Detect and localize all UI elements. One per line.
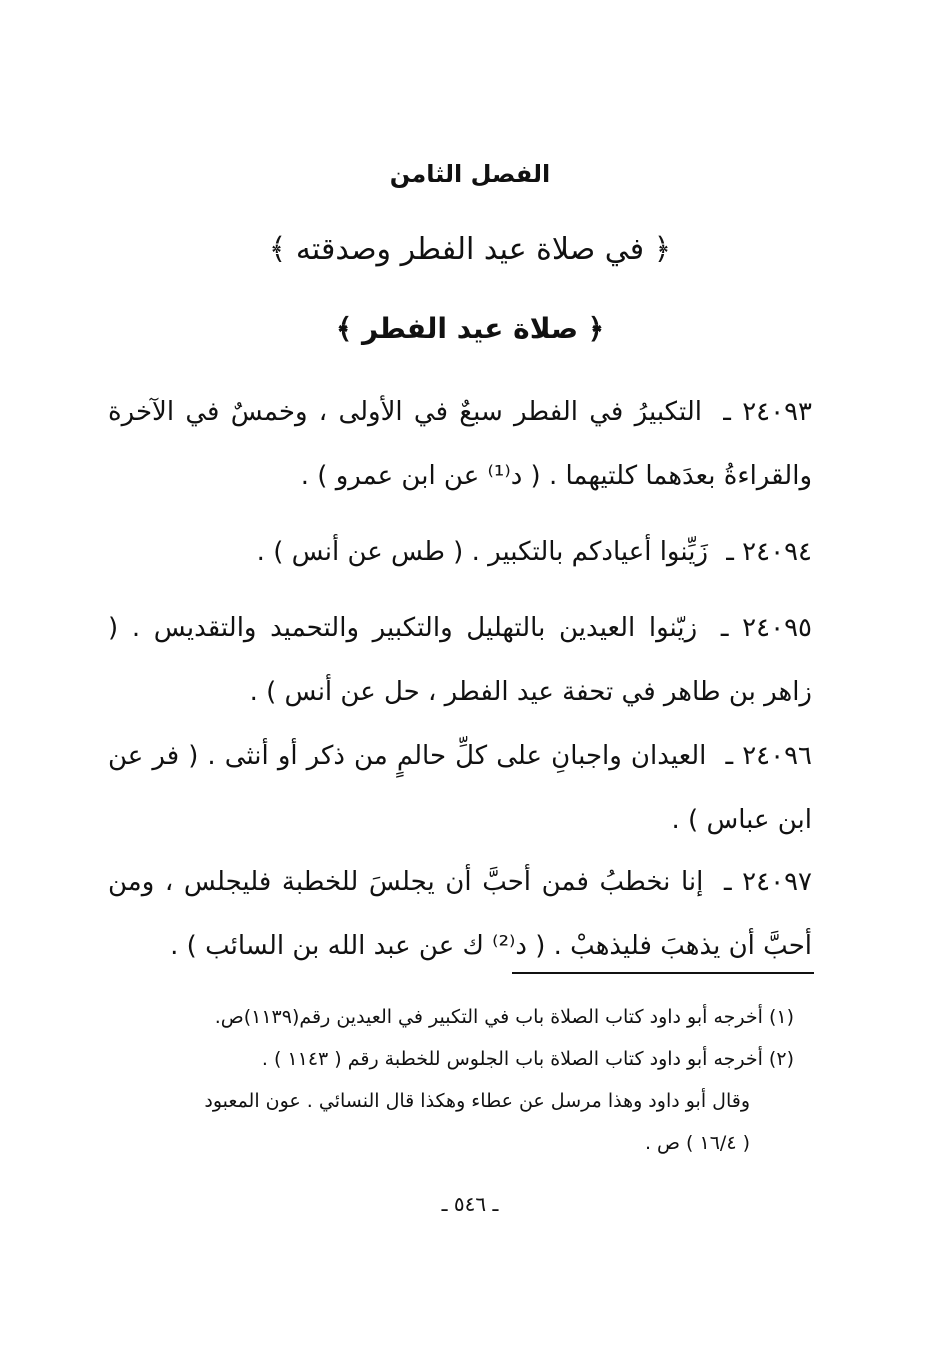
hadith-entry [108,596,812,724]
hadith-number: ٢٤٠٩٣ ـ [723,397,813,427]
hadith-text: العيدان واجبانِ على كلِّ حالمٍ من ذكر أو أنثى . ( فر عن ابن عباس ) . [108,741,812,835]
hadith-number: ٢٤٠٩٥ ـ [720,613,812,643]
hadith-text: زَيِّنوا أعيادكم بالتكبير . ( طس عن أنس ) . [256,537,709,567]
hadith-entry [108,724,812,852]
hadith-entry [108,850,812,978]
footnote: (٢) أخرجه أبو داود كتاب الصلاة باب الجلوس للخطبة رقم ( ١١٤٣ ) . [261,1048,794,1070]
hadith-text: التكبيرُ في الفطر سبعٌ في الأولى ، وخمسٌ في الآخرة والقراءةُ بعدَهما كلتيهما . ( د⁽¹⁾ عن ابن عمرو ) . [108,397,812,491]
hadith-number: ٢٤٠٩٤ ـ [726,537,812,567]
hadith-text: زيّنوا العيدين بالتهليل والتكبير والتحميد والتقديس . ( زاهر بن طاهر في تحفة عيد الفطر ، حل عن أنس ) . [108,613,812,707]
chapter-heading: الفصل الثامن [389,160,551,188]
hadith-entry [108,380,812,508]
footnote: (١) أخرجه أبو داود كتاب الصلاة باب في التكبير في العيدين رقم(١١٣٩)ص. [214,1006,794,1028]
section-title: ﴿ في صلاة عيد الفطر وصدقته ﴾ [268,232,672,267]
footnotes [112,996,794,1164]
hadith-text: إنا نخطبُ فمن أحبَّ أن يجلسَ للخطبة فليجلس ، ومن أحبَّ أن يذهبَ فليذهبْ . ( د⁽²⁾ ك عن عبد الله بن السائب ) . [108,867,812,961]
subsection-title: ﴿ صلاة عيد الفطر ﴾ [335,312,605,345]
page-number: ـ ٥٤٦ ـ [441,1192,499,1216]
hadith-number: ٢٤٠٩٦ ـ [725,741,813,771]
hadith-entry [108,520,812,584]
footnote-continuation: ( ١٦/٤ ) ص . [644,1132,750,1154]
footnote-divider [512,972,814,974]
hadith-number: ٢٤٠٩٧ ـ [723,867,812,897]
footnote-continuation: وقال أبو داود وهذا مرسل عن عطاء وهكذا قال النسائي . عون المعبود [204,1090,750,1112]
